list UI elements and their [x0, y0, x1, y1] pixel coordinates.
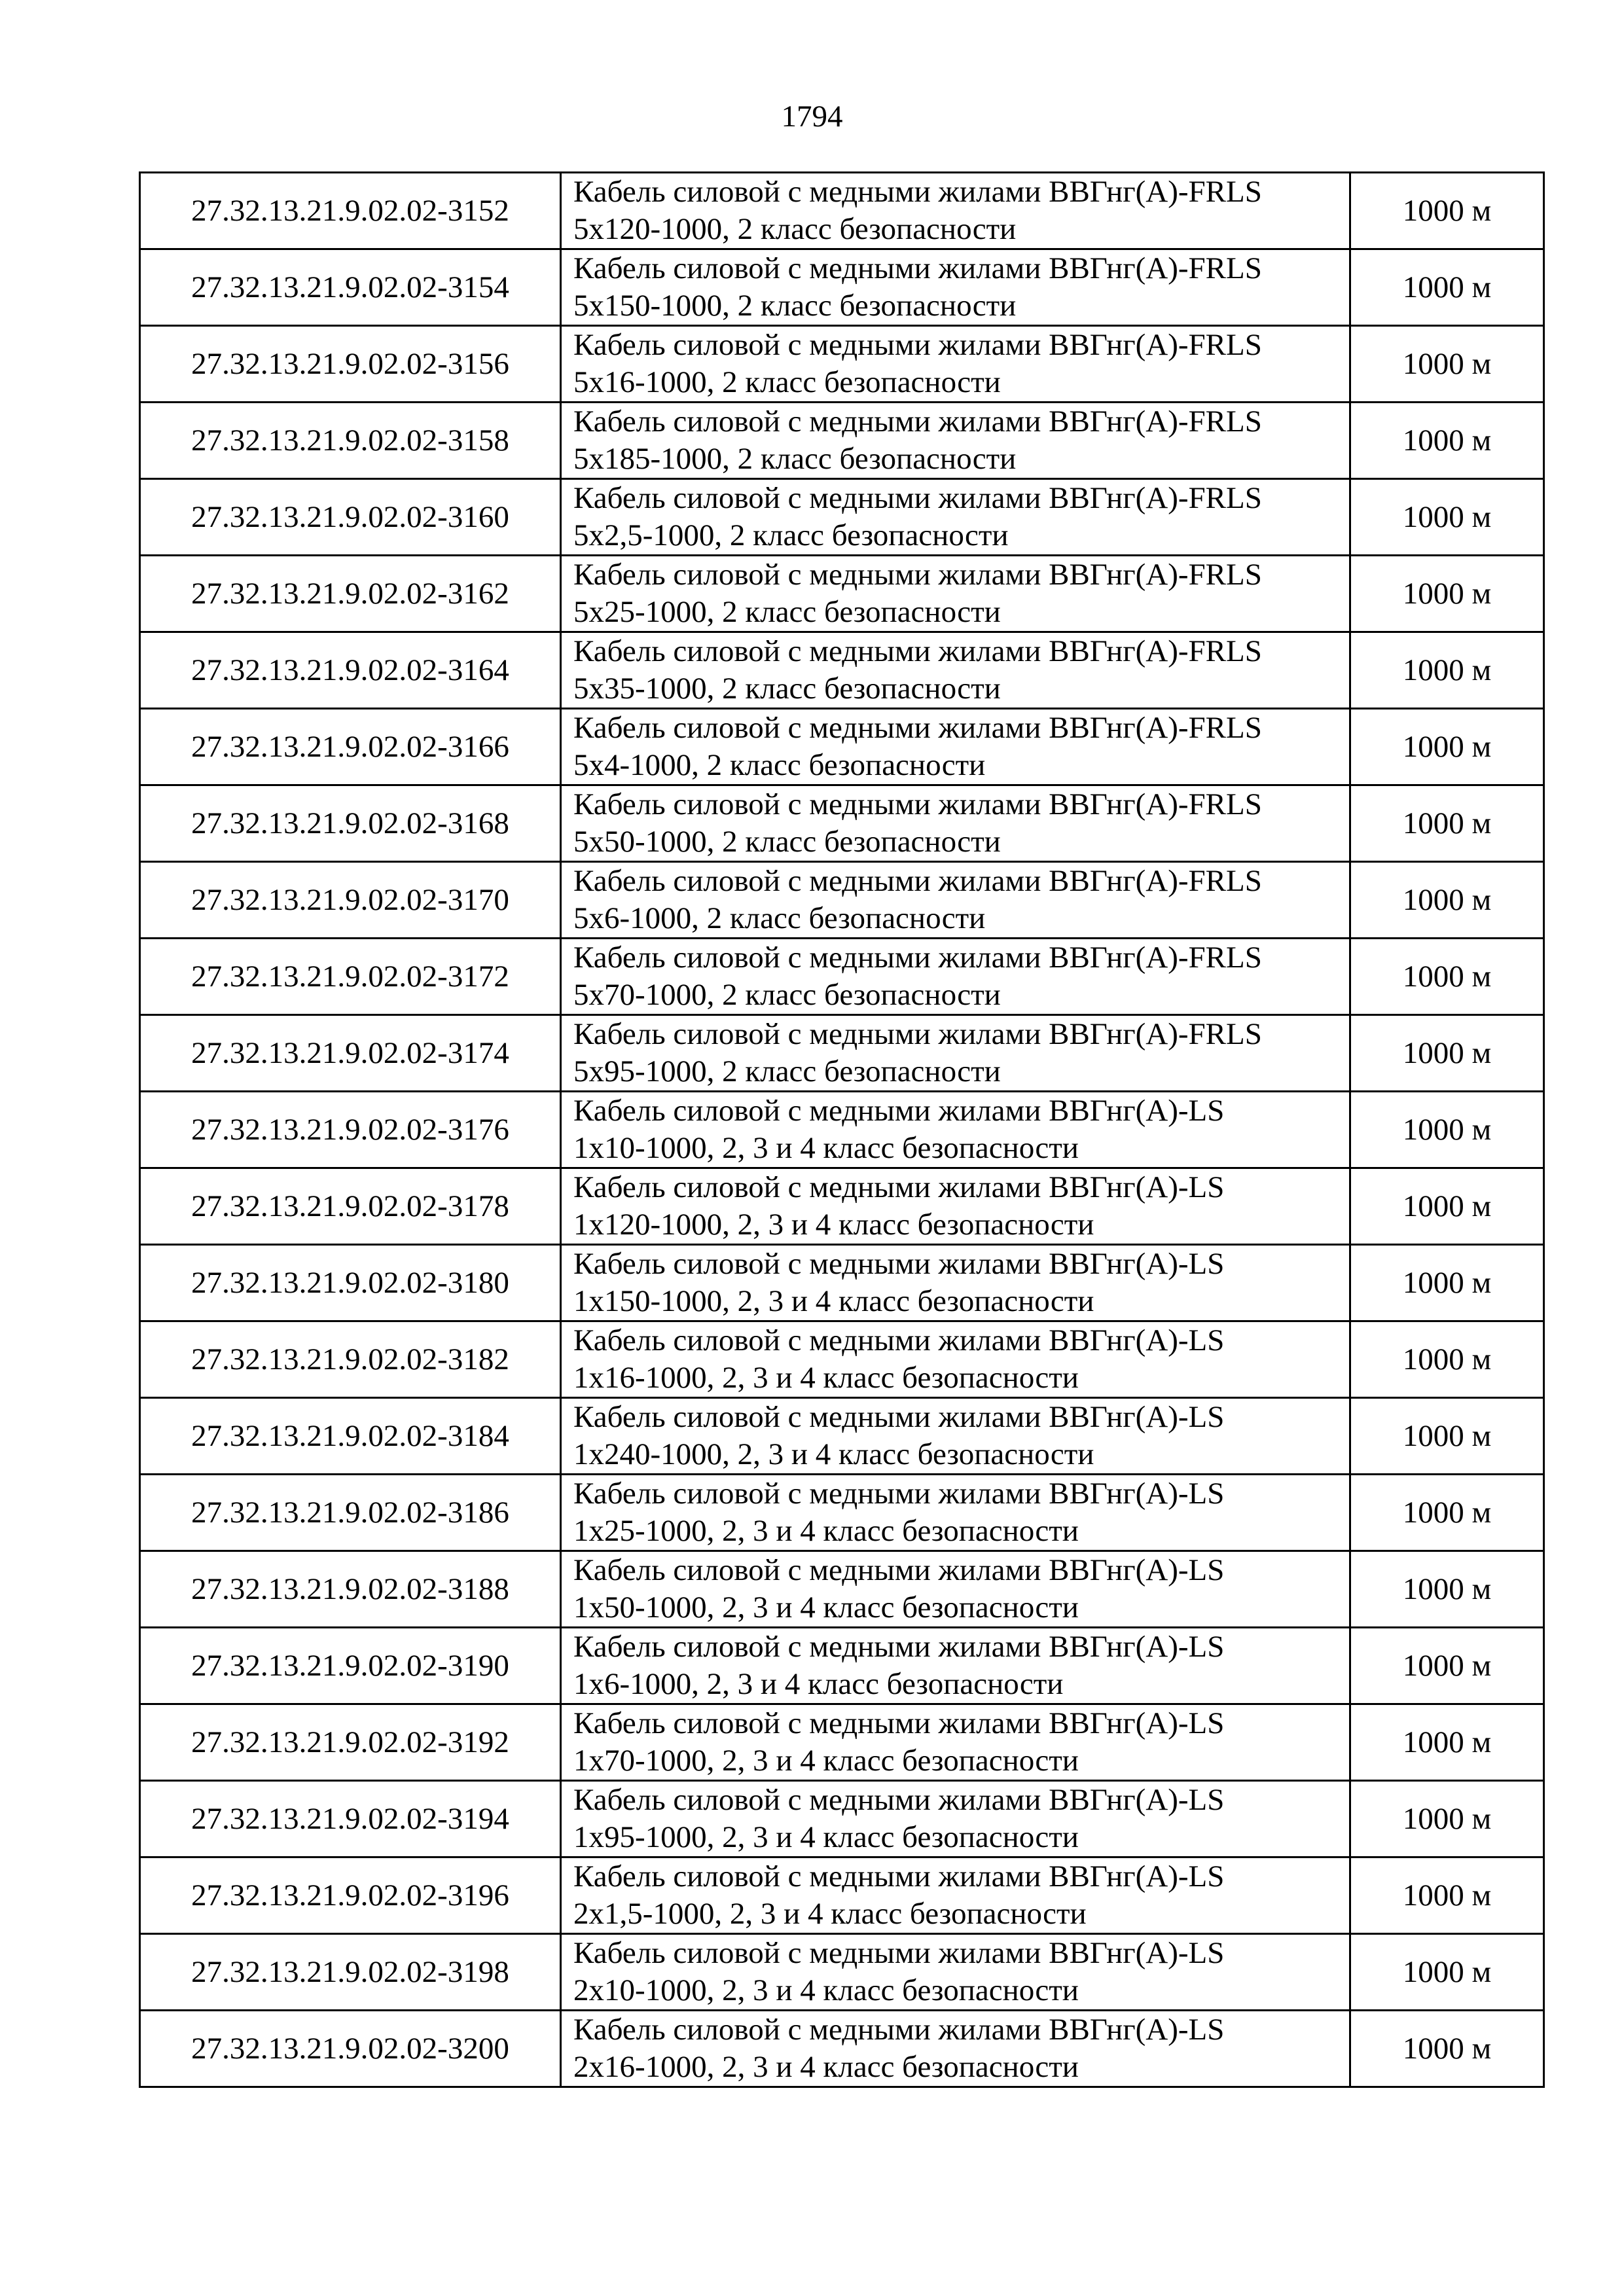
table-row: [140, 785, 1544, 862]
resource-name-line-2: 5х185-1000, 2 класс безопасности: [573, 442, 1017, 476]
table-row: [140, 2011, 1544, 2087]
table-row: [140, 1092, 1544, 1168]
resource-name-line-2: 5х2,5-1000, 2 класс безопасности: [573, 518, 1009, 552]
unit-cell: 1000 м: [1350, 632, 1544, 709]
resource-code-cell: 27.32.13.21.9.02.02-3196: [140, 1857, 561, 1934]
resource-name-line-1: Кабель силовой с медными жилами ВВГнг(А)-FRLS: [573, 711, 1262, 745]
resource-code-cell: 27.32.13.21.9.02.02-3192: [140, 1704, 561, 1781]
resource-name-line-2: 2х10-1000, 2, 3 и 4 класс безопасности: [573, 1973, 1079, 2007]
unit-cell: 1000 м: [1350, 1934, 1544, 2011]
resource-name-line-2: 1х50-1000, 2, 3 и 4 класс безопасности: [573, 1590, 1079, 1624]
unit-cell: 1000 м: [1350, 1781, 1544, 1857]
resource-name-line-1: Кабель силовой с медными жилами ВВГнг(А)-FRLS: [573, 787, 1262, 821]
unit-cell: 1000 м: [1350, 862, 1544, 939]
resource-name-line-2: 1х10-1000, 2, 3 и 4 класс безопасности: [573, 1131, 1079, 1165]
resource-name-line-2: 5х25-1000, 2 класс безопасности: [573, 595, 1001, 629]
table-row: [140, 1398, 1544, 1475]
resource-name-line-1: Кабель силовой с медными жилами ВВГнг(А)-LS: [573, 1094, 1225, 1128]
resource-name-line-1: Кабель силовой с медными жилами ВВГнг(А)-LS: [573, 1630, 1225, 1664]
resource-name-line-1: Кабель силовой с медными жилами ВВГнг(А)-FRLS: [573, 634, 1262, 668]
unit-cell: 1000 м: [1350, 403, 1544, 479]
resource-code-cell: 27.32.13.21.9.02.02-3160: [140, 479, 561, 556]
unit-cell: 1000 м: [1350, 556, 1544, 632]
resource-code-cell: 27.32.13.21.9.02.02-3180: [140, 1245, 561, 1321]
resource-name-cell: [561, 632, 1350, 709]
resource-name-cell: [561, 1321, 1350, 1398]
resource-name-line-1: Кабель силовой с медными жилами ВВГнг(А)-FRLS: [573, 175, 1262, 209]
resource-name-cell: [561, 1551, 1350, 1628]
resource-name-line-1: Кабель силовой с медными жилами ВВГнг(А)-FRLS: [573, 558, 1262, 592]
resource-name-line-1: Кабель силовой с медными жилами ВВГнг(А)-LS: [573, 1706, 1225, 1740]
resource-code-cell: 27.32.13.21.9.02.02-3164: [140, 632, 561, 709]
table-row: [140, 1857, 1544, 1934]
table-row: [140, 1628, 1544, 1704]
table-row: [140, 1551, 1544, 1628]
resource-code-cell: 27.32.13.21.9.02.02-3200: [140, 2011, 561, 2087]
resource-name-cell: [561, 862, 1350, 939]
resource-code-cell: 27.32.13.21.9.02.02-3198: [140, 1934, 561, 2011]
resource-name-cell: [561, 249, 1350, 326]
resource-code-cell: 27.32.13.21.9.02.02-3170: [140, 862, 561, 939]
resource-name-line-2: 5х70-1000, 2 класс безопасности: [573, 978, 1001, 1012]
resource-name-line-1: Кабель силовой с медными жилами ВВГнг(А)-LS: [573, 1323, 1225, 1357]
resource-name-line-1: Кабель силовой с медными жилами ВВГнг(А)-FRLS: [573, 404, 1262, 439]
table-body: [140, 173, 1544, 2087]
unit-cell: 1000 м: [1350, 1245, 1544, 1321]
resource-code-cell: 27.32.13.21.9.02.02-3174: [140, 1015, 561, 1092]
unit-cell: 1000 м: [1350, 939, 1544, 1015]
resource-code-cell: 27.32.13.21.9.02.02-3186: [140, 1475, 561, 1551]
table-row: [140, 1475, 1544, 1551]
table-row: [140, 862, 1544, 939]
resource-name-cell: [561, 479, 1350, 556]
unit-cell: 1000 м: [1350, 785, 1544, 862]
table-row: [140, 709, 1544, 785]
resource-name-cell: [561, 2011, 1350, 2087]
resource-name-line-2: 2х16-1000, 2, 3 и 4 класс безопасности: [573, 2050, 1079, 2084]
table-row: [140, 632, 1544, 709]
resource-name-cell: [561, 403, 1350, 479]
resource-name-line-1: Кабель силовой с медными жилами ВВГнг(А)-FRLS: [573, 328, 1262, 362]
resource-code-cell: 27.32.13.21.9.02.02-3182: [140, 1321, 561, 1398]
table-row: [140, 403, 1544, 479]
resource-name-line-1: Кабель силовой с медными жилами ВВГнг(А)-FRLS: [573, 941, 1262, 975]
table-row: [140, 1168, 1544, 1245]
unit-cell: 1000 м: [1350, 1398, 1544, 1475]
resource-name-line-1: Кабель силовой с медными жилами ВВГнг(А)-LS: [573, 1859, 1225, 1893]
resource-name-cell: [561, 1628, 1350, 1704]
table-row: [140, 1704, 1544, 1781]
resource-name-line-1: Кабель силовой с медными жилами ВВГнг(А)-LS: [573, 1783, 1225, 1817]
table-row: [140, 939, 1544, 1015]
resource-code-cell: 27.32.13.21.9.02.02-3194: [140, 1781, 561, 1857]
resource-name-line-1: Кабель силовой с медными жилами ВВГнг(А)-LS: [573, 1936, 1225, 1970]
resource-name-line-2: 5х35-1000, 2 класс безопасности: [573, 672, 1001, 706]
resource-name-cell: [561, 785, 1350, 862]
resource-name-cell: [561, 709, 1350, 785]
unit-cell: 1000 м: [1350, 709, 1544, 785]
resource-name-line-2: 1х150-1000, 2, 3 и 4 класс безопасности: [573, 1284, 1094, 1318]
unit-cell: 1000 м: [1350, 1092, 1544, 1168]
resource-name-cell: [561, 1168, 1350, 1245]
unit-cell: 1000 м: [1350, 2011, 1544, 2087]
resource-name-line-1: Кабель силовой с медными жилами ВВГнг(А)-LS: [573, 1553, 1225, 1587]
resource-name-cell: [561, 1857, 1350, 1934]
unit-cell: 1000 м: [1350, 326, 1544, 403]
table-row: [140, 249, 1544, 326]
unit-cell: 1000 м: [1350, 1015, 1544, 1092]
resource-name-cell: [561, 173, 1350, 249]
resource-name-cell: [561, 1015, 1350, 1092]
resource-name-line-2: 5х95-1000, 2 класс безопасности: [573, 1054, 1001, 1088]
resource-name-line-2: 5х6-1000, 2 класс безопасности: [573, 901, 986, 935]
resource-code-cell: 27.32.13.21.9.02.02-3152: [140, 173, 561, 249]
resource-name-cell: [561, 1704, 1350, 1781]
resource-name-cell: [561, 1092, 1350, 1168]
resource-code-cell: 27.32.13.21.9.02.02-3154: [140, 249, 561, 326]
resource-name-cell: [561, 556, 1350, 632]
resource-name-line-2: 1х120-1000, 2, 3 и 4 класс безопасности: [573, 1208, 1094, 1242]
unit-cell: 1000 м: [1350, 249, 1544, 326]
unit-cell: 1000 м: [1350, 479, 1544, 556]
resource-code-cell: 27.32.13.21.9.02.02-3190: [140, 1628, 561, 1704]
resource-name-line-2: 5х16-1000, 2 класс безопасности: [573, 365, 1001, 399]
resource-name-line-1: Кабель силовой с медными жилами ВВГнг(А)-FRLS: [573, 864, 1262, 898]
table-row: [140, 1321, 1544, 1398]
resource-name-line-2: 1х16-1000, 2, 3 и 4 класс безопасности: [573, 1361, 1079, 1395]
resource-name-line-1: Кабель силовой с медными жилами ВВГнг(А)-FRLS: [573, 251, 1262, 285]
resource-name-line-2: 1х95-1000, 2, 3 и 4 класс безопасности: [573, 1820, 1079, 1854]
resource-name-line-2: 5х50-1000, 2 класс безопасности: [573, 825, 1001, 859]
resource-name-line-1: Кабель силовой с медными жилами ВВГнг(А)-LS: [573, 2013, 1225, 2047]
resource-code-cell: 27.32.13.21.9.02.02-3162: [140, 556, 561, 632]
resource-name-line-2: 1х70-1000, 2, 3 и 4 класс безопасности: [573, 1744, 1079, 1778]
unit-cell: 1000 м: [1350, 1551, 1544, 1628]
unit-cell: 1000 м: [1350, 1475, 1544, 1551]
resource-code-cell: 27.32.13.21.9.02.02-3168: [140, 785, 561, 862]
resource-name-line-2: 5х4-1000, 2 класс безопасности: [573, 748, 986, 782]
resource-name-line-2: 1х6-1000, 2, 3 и 4 класс безопасности: [573, 1667, 1064, 1701]
page-number: 1794: [781, 99, 843, 134]
table-row: [140, 1015, 1544, 1092]
resource-name-line-2: 5х150-1000, 2 класс безопасности: [573, 289, 1017, 323]
resource-name-cell: [561, 1475, 1350, 1551]
resource-name-line-2: 2х1,5-1000, 2, 3 и 4 класс безопасности: [573, 1897, 1087, 1931]
resource-code-cell: 27.32.13.21.9.02.02-3188: [140, 1551, 561, 1628]
resource-name-cell: [561, 1781, 1350, 1857]
price-table: [139, 171, 1545, 2088]
unit-cell: 1000 м: [1350, 1628, 1544, 1704]
table-row: [140, 326, 1544, 403]
unit-cell: 1000 м: [1350, 1857, 1544, 1934]
resource-name-line-1: Кабель силовой с медными жилами ВВГнг(А)-LS: [573, 1247, 1225, 1281]
table-row: [140, 1245, 1544, 1321]
resource-name-cell: [561, 1934, 1350, 2011]
resource-code-cell: 27.32.13.21.9.02.02-3184: [140, 1398, 561, 1475]
resource-code-cell: 27.32.13.21.9.02.02-3166: [140, 709, 561, 785]
resource-code-cell: 27.32.13.21.9.02.02-3176: [140, 1092, 561, 1168]
unit-cell: 1000 м: [1350, 1704, 1544, 1781]
table-row: [140, 556, 1544, 632]
unit-cell: 1000 м: [1350, 1168, 1544, 1245]
resource-name-line-1: Кабель силовой с медными жилами ВВГнг(А)-LS: [573, 1170, 1225, 1204]
resource-code-cell: 27.32.13.21.9.02.02-3156: [140, 326, 561, 403]
table-row: [140, 173, 1544, 249]
resource-code-cell: 27.32.13.21.9.02.02-3172: [140, 939, 561, 1015]
resource-name-cell: [561, 939, 1350, 1015]
resource-name-line-1: Кабель силовой с медными жилами ВВГнг(А)-FRLS: [573, 481, 1262, 515]
resource-name-line-1: Кабель силовой с медными жилами ВВГнг(А)-LS: [573, 1400, 1225, 1434]
resource-name-line-1: Кабель силовой с медными жилами ВВГнг(А)-FRLS: [573, 1017, 1262, 1051]
unit-cell: 1000 м: [1350, 1321, 1544, 1398]
resource-code-cell: 27.32.13.21.9.02.02-3158: [140, 403, 561, 479]
resource-code-cell: 27.32.13.21.9.02.02-3178: [140, 1168, 561, 1245]
table-row: [140, 1934, 1544, 2011]
resource-name-cell: [561, 326, 1350, 403]
resource-name-line-2: 1х25-1000, 2, 3 и 4 класс безопасности: [573, 1514, 1079, 1548]
resource-name-line-1: Кабель силовой с медными жилами ВВГнг(А)-LS: [573, 1477, 1225, 1511]
resource-name-line-2: 5х120-1000, 2 класс безопасности: [573, 212, 1017, 246]
table-row: [140, 1781, 1544, 1857]
unit-cell: 1000 м: [1350, 173, 1544, 249]
resource-name-cell: [561, 1245, 1350, 1321]
resource-name-cell: [561, 1398, 1350, 1475]
table-row: [140, 479, 1544, 556]
resource-name-line-2: 1х240-1000, 2, 3 и 4 класс безопасности: [573, 1437, 1094, 1471]
